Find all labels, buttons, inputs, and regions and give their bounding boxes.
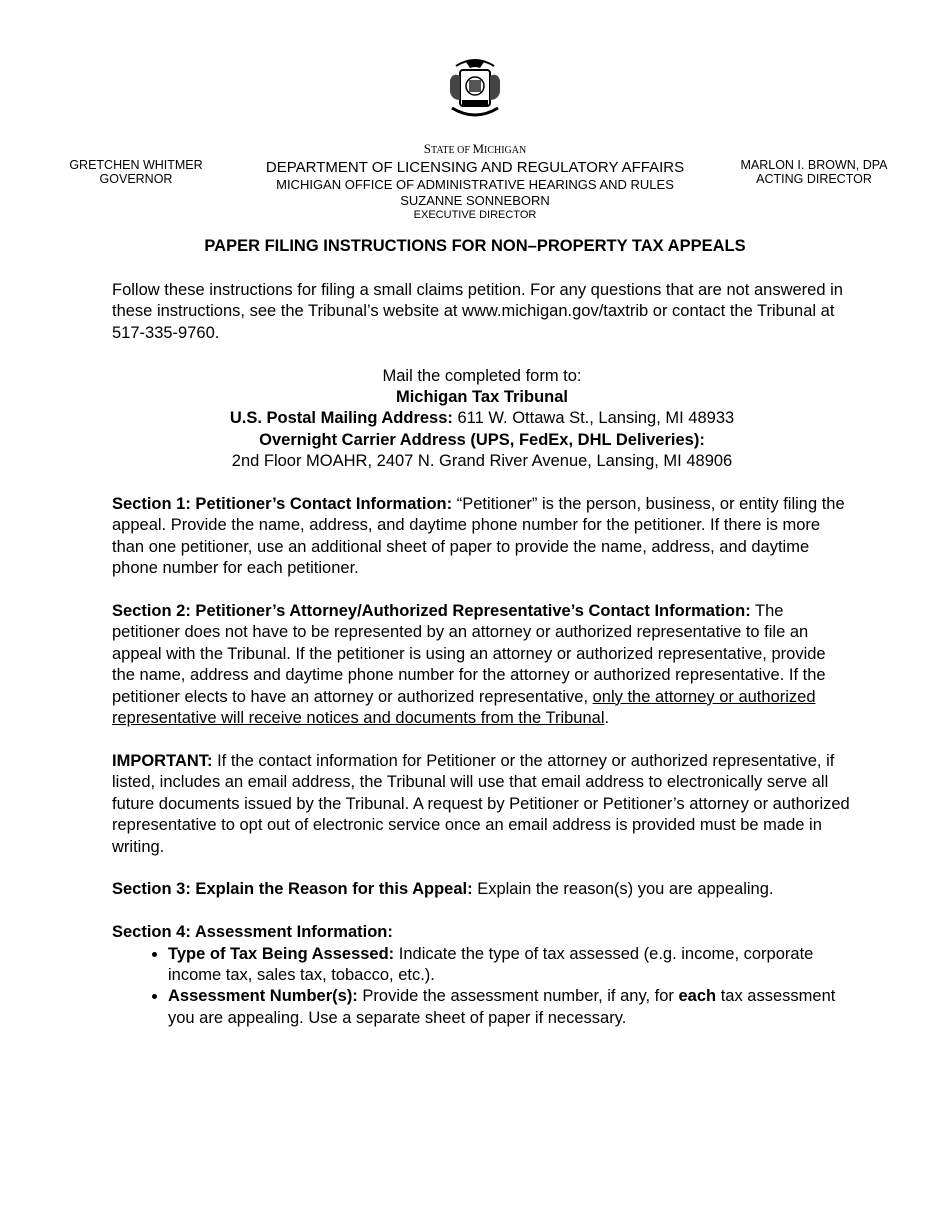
section-2: Section 2: Petitioner’s Attorney/Authorized Representative’s Contact Information: The petitioner does not have to be represented by an attorney or authorized representative to file an appeal with the Tribunal. If the petitioner is using an attorney or authorized representative, provide the name, address and daytime phone number for the attorney or authorized representative. If the petitioner elects to have an attorney or authorized representative, only the attorney or authorized representative will receive notices and documents from the Tribunal. xyxy=(112,602,826,728)
list-item: • Assessment Number(s): Provide the assessment number, if any, for each tax assessment you are appealing. Use a separate sheet of paper if necessary. xyxy=(168,986,852,1029)
governor-name: GRETCHEN WHITMER xyxy=(69,158,203,172)
page-title: PAPER FILING INSTRUCTIONS FOR NON–PROPERTY TAX APPEALS xyxy=(204,237,746,255)
tribunal-name: Michigan Tax Tribunal xyxy=(395,388,569,407)
section-3-label: Section 3: Explain the Reason for this Appeal: xyxy=(112,880,473,899)
office-name: MICHIGAN OFFICE OF ADMINISTRATIVE HEARINGS AND RULES xyxy=(276,177,674,192)
important-label: IMPORTANT: xyxy=(112,751,213,770)
section-2-label: Section 2: Petitioner’s Attorney/Authorized Representative’s Contact Information: xyxy=(112,602,751,621)
postal-address: 611 W. Ottawa St., Lansing, MI 48933 xyxy=(452,409,735,428)
department-block xyxy=(230,141,720,222)
executive-director-name: SUZANNE SONNEBORN xyxy=(400,193,550,208)
governor-block xyxy=(56,158,216,186)
state-of-michigan: STATE OF MICHIGAN xyxy=(423,141,527,156)
intro-paragraph: Follow these instructions for filing a small claims petition. For any questions that are not answered in these instructions, see the Tribunal’s website at www.michigan.gov/taxtrib or contact the Tribunal at 517-335-9760. xyxy=(112,281,843,342)
director-title: ACTING DIRECTOR xyxy=(756,172,872,186)
postal-label: U.S. Postal Mailing Address: xyxy=(229,409,453,428)
director-block xyxy=(726,158,902,186)
section-4 xyxy=(112,922,852,1029)
document-body xyxy=(112,280,852,1029)
governor-title: GOVERNOR xyxy=(99,172,173,186)
section-1-text: “Petitioner” is the person, business, or entity filing the appeal. Provide the name, address, and daytime phone number for the petitioner. If there is more than one petitioner, use an additional sheet of paper to provide the name, address, and daytime phone number for each petitioner. xyxy=(112,495,845,578)
important-text: If the contact information for Petitioner or the attorney or authorized representative, if listed, includes an email address, the Tribunal will use that email address to electronically serve all future documents issued by the Tribunal. A request by Petitioner or Petitioner’s attorney or authorized representative to opt out of electronic service once an email address is provided must be made in writing. xyxy=(112,751,850,856)
overnight-address: 2nd Floor MOAHR, 2407 N. Grand River Avenue, Lansing, MI 48906 xyxy=(231,452,733,471)
director-name: MARLON I. BROWN, DPA xyxy=(740,158,888,172)
department-name: DEPARTMENT OF LICENSING AND REGULATORY AFFAIRS xyxy=(265,159,685,176)
mail-intro: Mail the completed form to: xyxy=(382,366,582,385)
section-4-list xyxy=(112,944,852,1030)
section-1-label: Section 1: Petitioner’s Contact Information: xyxy=(112,495,453,514)
list-item: • Type of Tax Being Assessed: Indicate the type of tax assessed (e.g. income, corporate income tax, sales tax, tobacco, etc.). xyxy=(168,944,852,987)
section-1 xyxy=(112,494,852,580)
michigan-seal-icon xyxy=(444,56,506,122)
mailing-block xyxy=(112,366,852,473)
overnight-label: Overnight Carrier Address (UPS, FedEx, DHL Deliveries): xyxy=(259,430,705,449)
executive-director-title: EXECUTIVE DIRECTOR xyxy=(413,209,537,221)
section-2-text: The petitioner does not have to be represented by an attorney or authorized representative to file an appeal with the Tribunal. If the petitioner is using an attorney or authorized representative, provide the name, address and daytime phone number for the attorney or authorized representative. If the petitioner elects to have an attorney or authorized representative, xyxy=(112,602,826,706)
section-2-underlined: only the attorney or authorized representative will receive notices and documents from the Tribunal xyxy=(112,687,816,728)
section-3 xyxy=(112,879,852,900)
important-notice xyxy=(112,751,852,858)
section-4-label: Section 4: Assessment Information: xyxy=(112,923,393,942)
section-3-text: Explain the reason(s) you are appealing. xyxy=(472,880,774,899)
